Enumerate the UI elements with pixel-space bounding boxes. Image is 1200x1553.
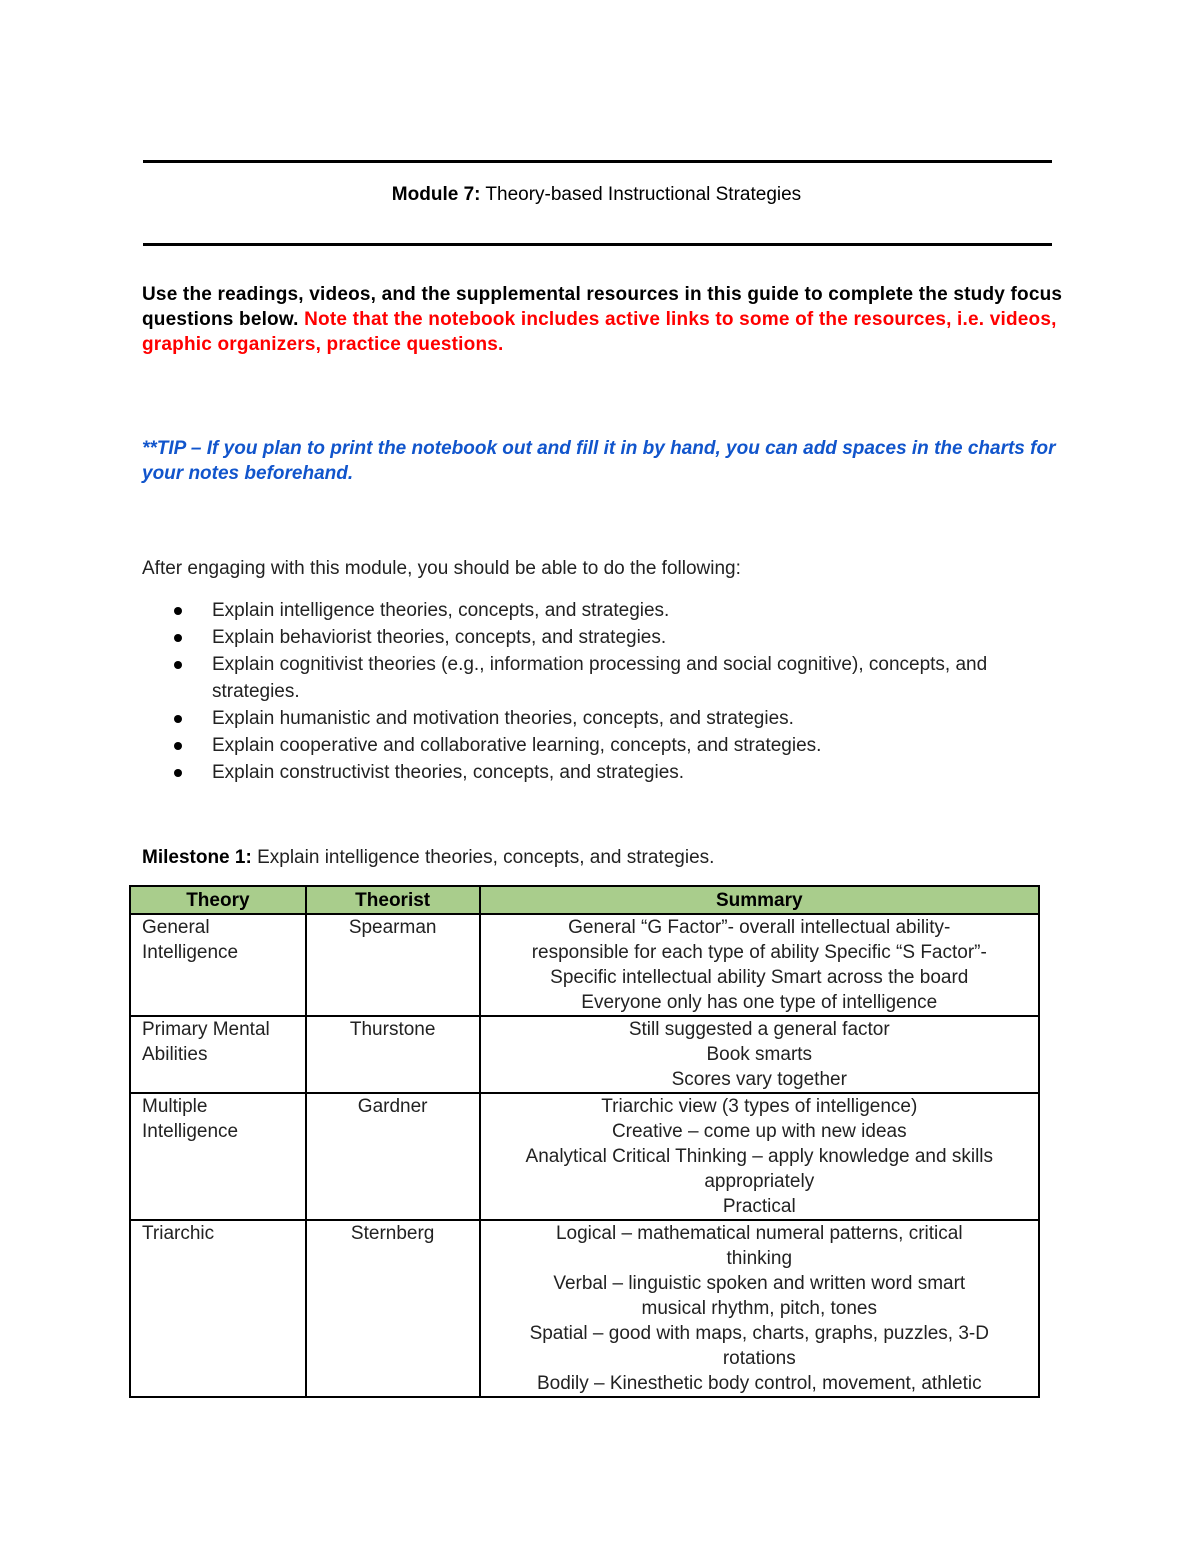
theory-line: Primary Mental bbox=[142, 1019, 270, 1040]
summary-line: thinking bbox=[726, 1248, 793, 1269]
theory-line: Triarchic bbox=[142, 1223, 215, 1244]
table-header-row bbox=[130, 886, 1039, 914]
objective-item bbox=[142, 597, 1072, 624]
summary-line: responsible for each type of ability Specific “S Factor”- bbox=[531, 942, 987, 963]
summary-line: Specific intellectual ability Smart across the board bbox=[550, 967, 969, 988]
theory-cell bbox=[130, 1016, 306, 1093]
intro-links-note: Note that the notebook includes active links to some of the resources, i.e. videos, graphic organizers, practice questions. bbox=[142, 309, 1057, 355]
theory-cell bbox=[130, 1093, 306, 1220]
summary-line: Spatial – good with maps, charts, graphs, puzzles, 3-D bbox=[529, 1323, 989, 1344]
summary-cell bbox=[480, 914, 1039, 1016]
objective-text: Explain cognitivist theories (e.g., information processing and social cognitive), concepts, and strategies. bbox=[212, 654, 988, 702]
bullet-icon bbox=[174, 634, 182, 642]
bullet-icon bbox=[174, 742, 182, 750]
summary-line: rotations bbox=[722, 1348, 796, 1369]
top-divider bbox=[143, 160, 1052, 163]
summary-line: Bodily – Kinesthetic body control, movement, athletic bbox=[536, 1373, 982, 1394]
module-label: Module 7: bbox=[391, 184, 481, 205]
print-tip: **TIP – If you plan to print the notebook out and fill it in by hand, you can add spaces in the charts for your notes beforehand. bbox=[142, 438, 1056, 484]
summary-line: musical rhythm, pitch, tones bbox=[641, 1298, 877, 1319]
objective-text: Explain behaviorist theories, concepts, and strategies. bbox=[212, 627, 667, 648]
milestone-heading bbox=[142, 845, 714, 870]
theories-table bbox=[129, 885, 1040, 1398]
objective-item bbox=[142, 759, 1072, 786]
objective-item bbox=[142, 705, 1072, 732]
table-row bbox=[130, 1220, 1039, 1397]
theorist-cell: Thurstone bbox=[306, 1016, 480, 1093]
summary-line: Triarchic view (3 types of intelligence) bbox=[601, 1096, 918, 1117]
table-row bbox=[130, 1016, 1039, 1093]
theorist-cell: Spearman bbox=[306, 914, 480, 1016]
summary-line: Everyone only has one type of intelligence bbox=[581, 992, 938, 1013]
milestone-text: Explain intelligence theories, concepts, and strategies. bbox=[257, 847, 715, 868]
module-title-text: Theory-based Instructional Strategies bbox=[485, 184, 802, 205]
theory-line: General bbox=[142, 917, 210, 938]
summary-cell bbox=[480, 1093, 1039, 1220]
theory-line: Abilities bbox=[142, 1044, 208, 1065]
summary-line: Book smarts bbox=[706, 1044, 813, 1065]
theory-cell bbox=[130, 914, 306, 1016]
summary-line: Verbal – linguistic spoken and written word smart bbox=[553, 1273, 966, 1294]
objective-text: Explain constructivist theories, concepts, and strategies. bbox=[212, 762, 685, 783]
column-header-summary: Summary bbox=[480, 886, 1039, 914]
column-header-theory: Theory bbox=[130, 886, 306, 914]
summary-line: Scores vary together bbox=[671, 1069, 847, 1090]
objective-item bbox=[142, 732, 1072, 759]
objective-text: Explain humanistic and motivation theories, concepts, and strategies. bbox=[212, 708, 794, 729]
summary-line: Practical bbox=[722, 1196, 796, 1217]
intro-instructions: Use the readings, videos, and the supplemental resources in this guide to complete the study focus questions below. bbox=[142, 284, 1063, 330]
module-title bbox=[0, 184, 1193, 206]
theory-cell bbox=[130, 1220, 306, 1397]
summary-line: Analytical Critical Thinking – apply knowledge and skills bbox=[525, 1146, 994, 1167]
bullet-icon bbox=[174, 769, 182, 777]
theory-line: Multiple bbox=[142, 1096, 208, 1117]
table-row bbox=[130, 1093, 1039, 1220]
summary-line: General “G Factor”- overall intellectual ability- bbox=[568, 917, 951, 938]
theory-line: Intelligence bbox=[142, 942, 239, 963]
theory-line: Intelligence bbox=[142, 1121, 239, 1142]
bullet-icon bbox=[174, 715, 182, 723]
objectives-lead: After engaging with this module, you should be able to do the following: bbox=[142, 558, 741, 579]
summary-line: appropriately bbox=[704, 1171, 815, 1192]
bottom-divider bbox=[143, 243, 1052, 246]
column-header-theorist: Theorist bbox=[306, 886, 480, 914]
bullet-icon bbox=[174, 661, 182, 669]
bullet-icon bbox=[174, 607, 182, 615]
theorist-cell: Gardner bbox=[306, 1093, 480, 1220]
objective-text: Explain intelligence theories, concepts, and strategies. bbox=[212, 600, 670, 621]
summary-cell bbox=[480, 1016, 1039, 1093]
theorist-cell: Sternberg bbox=[306, 1220, 480, 1397]
table-row bbox=[130, 914, 1039, 1016]
objective-item bbox=[142, 624, 1072, 651]
summary-line: Still suggested a general factor bbox=[628, 1019, 890, 1040]
summary-line: Creative – come up with new ideas bbox=[611, 1121, 907, 1142]
summary-cell bbox=[480, 1220, 1039, 1397]
milestone-label: Milestone 1: bbox=[142, 847, 252, 868]
summary-line: Logical – mathematical numeral patterns, critical bbox=[555, 1223, 963, 1244]
objective-item bbox=[142, 651, 1072, 705]
objective-text: Explain cooperative and collaborative learning, concepts, and strategies. bbox=[212, 735, 822, 756]
intro-paragraph bbox=[142, 282, 1072, 357]
objectives-list bbox=[142, 597, 1072, 786]
